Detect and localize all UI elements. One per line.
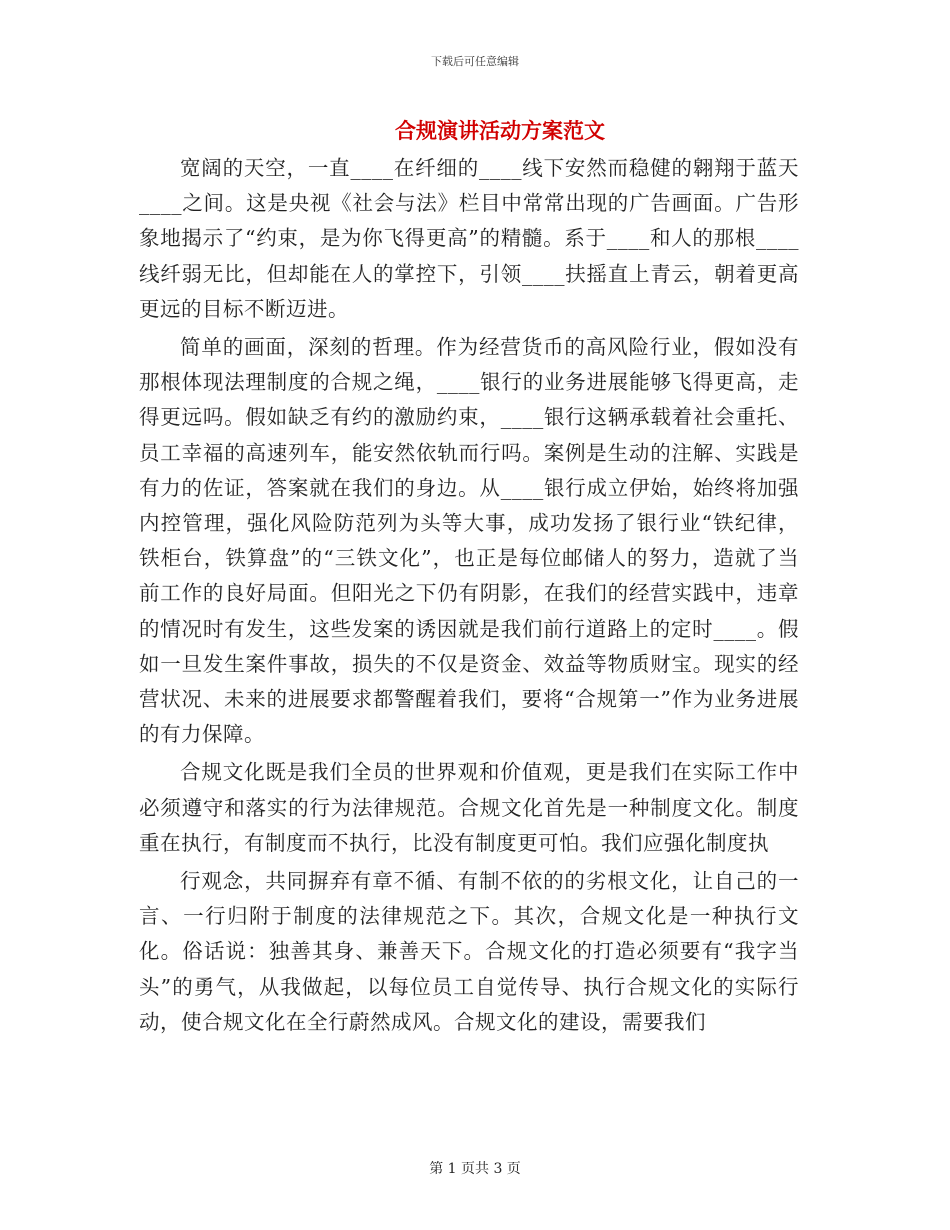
document-body	[139, 151, 799, 1043]
paragraph-4: 行观念，共同摒弃有章不循、有制不依的的劣根文化，让自己的一言、一行归附于制度的法律规范之下。其次，合规文化是一种执行文化。俗话说：独善其身、兼善天下。合规文化的打造必须要有“我字当头”的勇气，从我做起，以每位员工自觉传导、执行合规文化的实际行动，使合规文化在全行蔚然成风。合规文化的建设，需要我们	[139, 869, 799, 1034]
page-number: 第 1 页共 3 页	[429, 1161, 521, 1177]
paragraph-1: 宽阔的天空，一直____在纤细的____线下安然而稳健的翱翔于蓝天____之间。这是央视《社会与法》栏目中常常出现的广告画面。广告形象地揭示了“约束，是为你飞得更高”的精髓。系于____和人的那根____线纤弱无比，但却能在人的掌控下，引领____扶摇直上青云，朝着更高更远的目标不断迈进。	[139, 156, 799, 321]
header-note: 下载后可任意编辑	[431, 55, 519, 68]
paragraph-2: 简单的画面，深刻的哲理。作为经营货币的高风险行业，假如没有那根体现法理制度的合规之绳，____银行的业务进展能够飞得更高，走得更远吗。假如缺乏有约的激励约束，____银行这辆承载着社会重托、员工幸福的高速列车，能安然依轨而行吗。案例是生动的注解、实践是有力的佐证，答案就在我们的身边。从____银行成立伊始，始终将加强内控管理，强化风险防范列为头等大事，成功发扬了银行业“铁纪律，铁柜台，铁算盘”的“三铁文化”，也正是每位邮储人的努力，造就了当前工作的良好局面。但阳光之下仍有阴影，在我们的经营实践中，违章的情况时有发生，这些发案的诱因就是我们前行道路上的定时____。假如一旦发生案件事故，损失的不仅是资金、效益等物质财宝。现实的经营状况、未来的进展要求都警醒着我们，要将“合规第一”作为业务进展的有力保障。	[139, 335, 799, 747]
document-title: 合规演讲活动方案范文	[395, 118, 605, 143]
paragraph-3: 合规文化既是我们全员的世界观和价值观，更是我们在实际工作中必须遵守和落实的行为法律规范。合规文化首先是一种制度文化。制度重在执行，有制度而不执行，比没有制度更可怕。我们应强化制度执	[139, 760, 799, 855]
